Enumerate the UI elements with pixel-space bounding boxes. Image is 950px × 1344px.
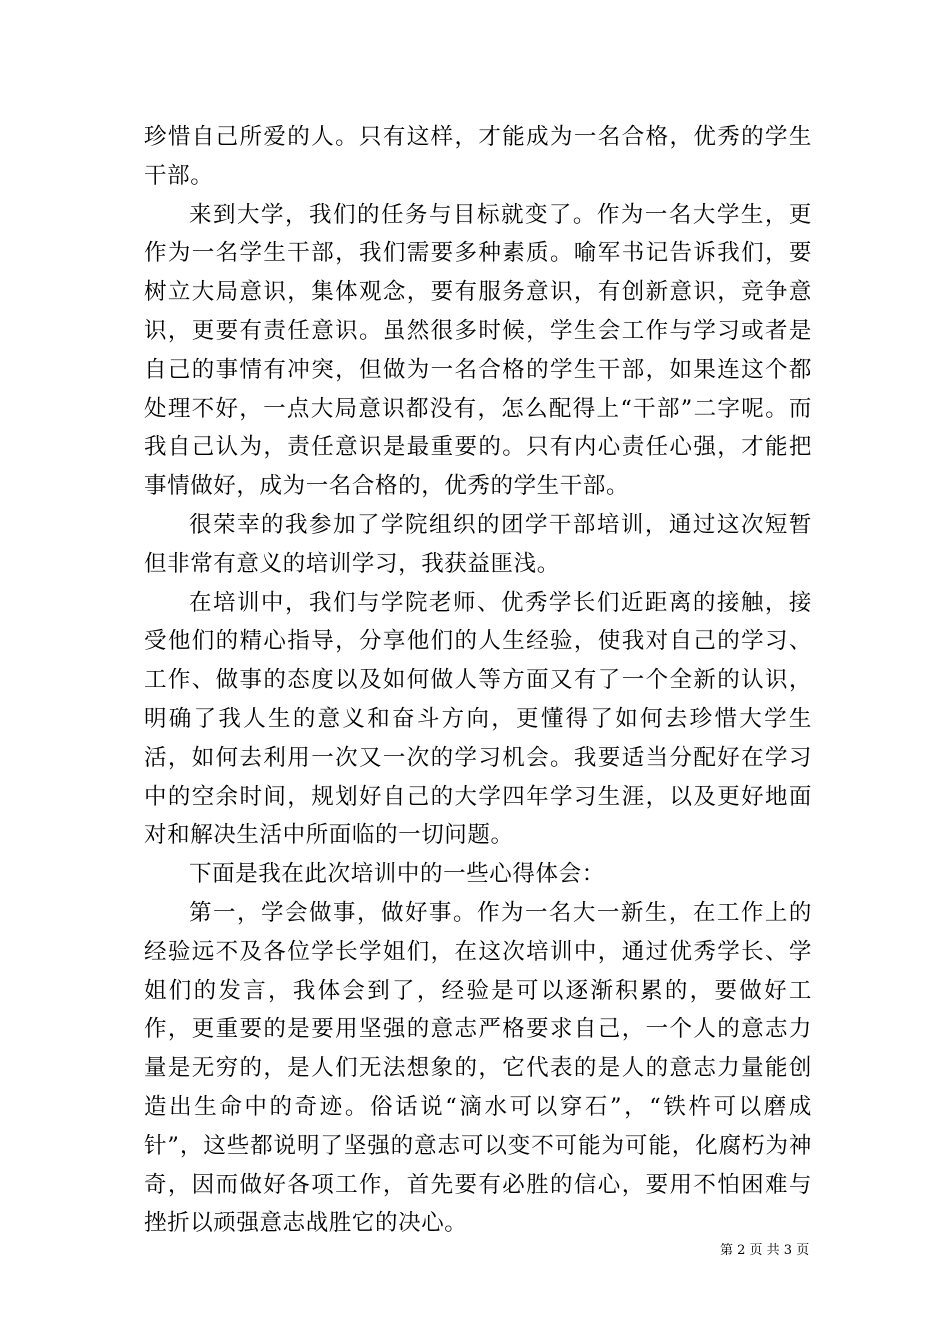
- paragraph-3: 很荣幸的我参加了学院组织的团学干部培训，通过这次短暂但非常有意义的培训学习，我获益匪浅。: [144, 511, 812, 577]
- paragraph-4: 在培训中，我们与学院老师、优秀学长们近距离的接触，接受他们的精心指导，分享他们的人生经验，使我对自己的学习、工作、做事的态度以及如何做人等方面又有了一个全新的认识，明确了我人生的意义和奋斗方向，更懂得了如何去珍惜大学生活，如何去利用一次又一次的学习机会。我要适当分配好在学习中的空余时间，规划好自己的大学四年学习生涯，以及更好地面对和解决生活中所面临的一切问题。: [144, 589, 812, 849]
- paragraph-1: 珍惜自己所爱的人。只有这样，才能成为一名合格，优秀的学生干部。: [144, 124, 812, 189]
- paragraph-2: 来到大学，我们的任务与目标就变了。作为一名大学生，更作为一名学生干部，我们需要多种素质。喻军书记告诉我们，要树立大局意识，集体观念，要有服务意识，有创新意识，竞争意识，更要有责任意识。虽然很多时候，学生会工作与学习或者是自己的事情有冲突，但做为一名合格的学生干部，如果连这个都处理不好，一点大局意识都没有，怎么配得上“干部”二字呢。而我自己认为，责任意识是最重要的。只有内心责任心强，才能把事情做好，成为一名合格的，优秀的学生干部。: [144, 201, 812, 500]
- paragraph-6: 第一，学会做事，做好事。作为一名大一新生，在工作上的经验远不及各位学长学姐们，在这次培训中，通过优秀学长、学姐们的发言，我体会到了，经验是可以逐渐积累的，要做好工作，更重要的是要用坚强的意志严格要求自己，一个人的意志力量是无穷的，是人们无法想象的，它代表的是人的意志力量能创造出生命中的奇迹。俗话说“滴水可以穿石”，“铁杵可以磨成针”，这些都说明了坚强的意志可以变不可能为可能，化腐朽为神奇，因而做好各项工作，首先要有必胜的信心，要用不怕困难与挫折以顽强意志战胜它的决心。: [144, 899, 812, 1237]
- paragraph-5: 下面是我在此次培训中的一些心得体会：: [189, 861, 605, 888]
- document-body: [144, 118, 812, 1243]
- page-number-footer: 第 2 页 共 3 页: [720, 1243, 810, 1258]
